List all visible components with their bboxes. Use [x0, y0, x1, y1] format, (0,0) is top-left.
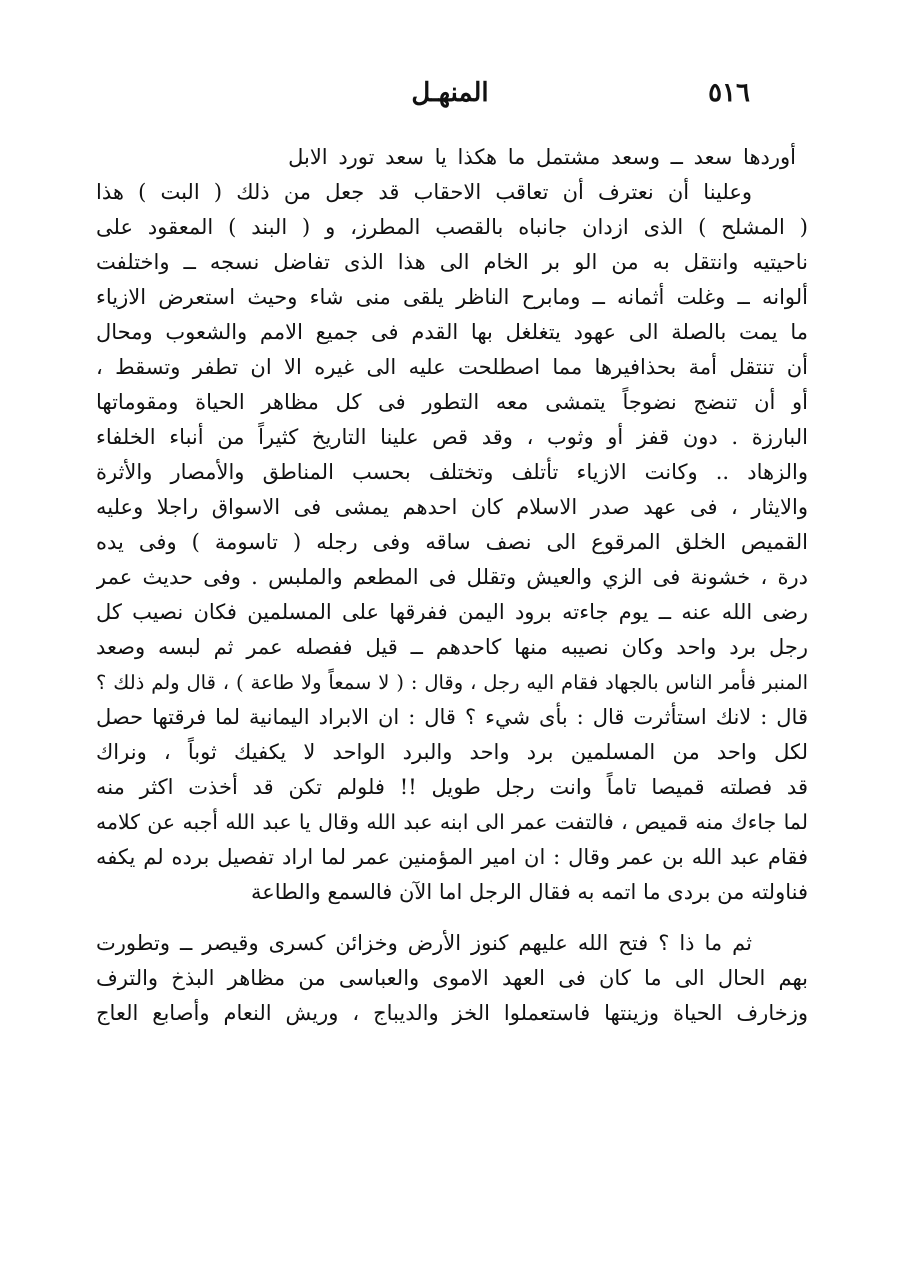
paragraph-line: المنبر فأمر الناس بالجهاد فقام اليه رجل ، وقال : ( لا سمعاً ولا طاعة ) ، قال ولم ذلك ؟ [96, 671, 808, 694]
paragraph-line: ناحيتيه وانتقل به من الو بر الخام الى هذا الذى تفاضل نسجه ــ واختلفت [96, 250, 808, 274]
paragraph-line: ثم ما ذا ؟ فتح الله عليهم كنوز الأرض وخزائن كسرى وقيصر ــ وتطورت [96, 931, 752, 955]
paragraph-line: البارزة . دون قفز أو وثوب ، وقد قص علينا التاريخ كثيراً من أنباء الخلفاء [96, 425, 808, 449]
paragraph-line: ( المشلح ) الذى ازدان جانباه بالقصب المطرز، و ( البند ) المعقود على [96, 215, 808, 239]
page-header [150, 78, 750, 118]
paragraph-line: وعلينا أن نعترف أن تعاقب الاحقاب قد جعل من ذلك ( البت ) هذا [96, 180, 752, 204]
paragraph-line: أن تنتقل أمة بحذافيرها مما اصطلحت عليه الى غيره الا ان تطفر وتسقط ، [96, 355, 808, 379]
article-body [96, 140, 808, 1031]
paragraph-line: فناولته من بردى ما اتمه به فقال الرجل اما الآن فالسمع والطاعة [250, 880, 808, 904]
paragraph-line: رضى الله عنه ــ يوم جاءته برود اليمن ففرقها على المسلمين فكان نصيب كل [96, 600, 808, 624]
verse-line: أوردها سعد ــ وسعد مشتمل ما هكذا يا سعد تورد الابل [288, 145, 796, 169]
paragraph-line: قال : لانك استأثرت قال : بأى شيء ؟ قال : ان الابراد اليمانية لما فرقتها حصل [96, 705, 808, 729]
paragraph-line: القميص الخلق المرقوع الى نصف ساقه وفى رجله ( تاسومة ) وفى يده [96, 530, 808, 554]
page-number: ٥١٦ [708, 78, 750, 108]
paragraph-line: وزخارف الحياة وزينتها فاستعملوا الخز والديباج ، وريش النعام وأصابع العاج [96, 1001, 808, 1025]
paragraph-line: لكل واحد من المسلمين برد واحد والبرد الواحد لا يكفيك ثوباً ، ونراك [96, 740, 808, 764]
paragraph-line: رجل برد واحد وكان نصيبه منها كاحدهم ــ قيل ففصله عمر ثم لبسه وصعد [96, 635, 808, 659]
paragraph-line: بهم الحال الى ما كان فى العهد الاموى والعباسى من مظاهر البذخ والترف [96, 966, 808, 990]
paragraph-line: فقام عبد الله بن عمر وقال : ان امير المؤمنين عمر لما اراد تفصيل برده لم يكفه [96, 845, 808, 869]
paragraph-line: درة ، خشونة فى الزي والعيش وتقلل فى المطعم والملبس . وفى حديث عمر [96, 565, 808, 589]
paragraph-line: ما يمت بالصلة الى عهود يتغلغل بها القدم فى جميع الامم والشعوب ومحال [96, 320, 808, 344]
paragraph-line: قد فصلته قميصا تاماً وانت رجل طويل !! فلولم تكن قد أخذت اكثر منه [96, 775, 808, 799]
paragraph-line: أو أن تنضج نضوجاً يتمشى معه التطور فى كل مظاهر الحياة ومقوماتها [96, 390, 808, 414]
paragraph-line: والزهاد .. وكانت الازياء تأتلف وتختلف بحسب المناطق والأمصار والأثرة [96, 460, 808, 484]
paragraph-line: لما جاءك منه قميص ، فالتفت عمر الى ابنه عبد الله وقال يا عبد الله أجبه عن كلامه [96, 810, 808, 834]
paragraph-line: ألوانه ــ وغلت أثمانه ــ ومابرح الناظر يلقى منى شاء وحيث استعرض الازياء [96, 285, 808, 309]
running-title: المنهـل [411, 78, 489, 108]
paragraph-line: والايثار ، فى عهد صدر الاسلام كان احدهم يمشى فى الاسواق راجلا وعليه [96, 495, 808, 519]
